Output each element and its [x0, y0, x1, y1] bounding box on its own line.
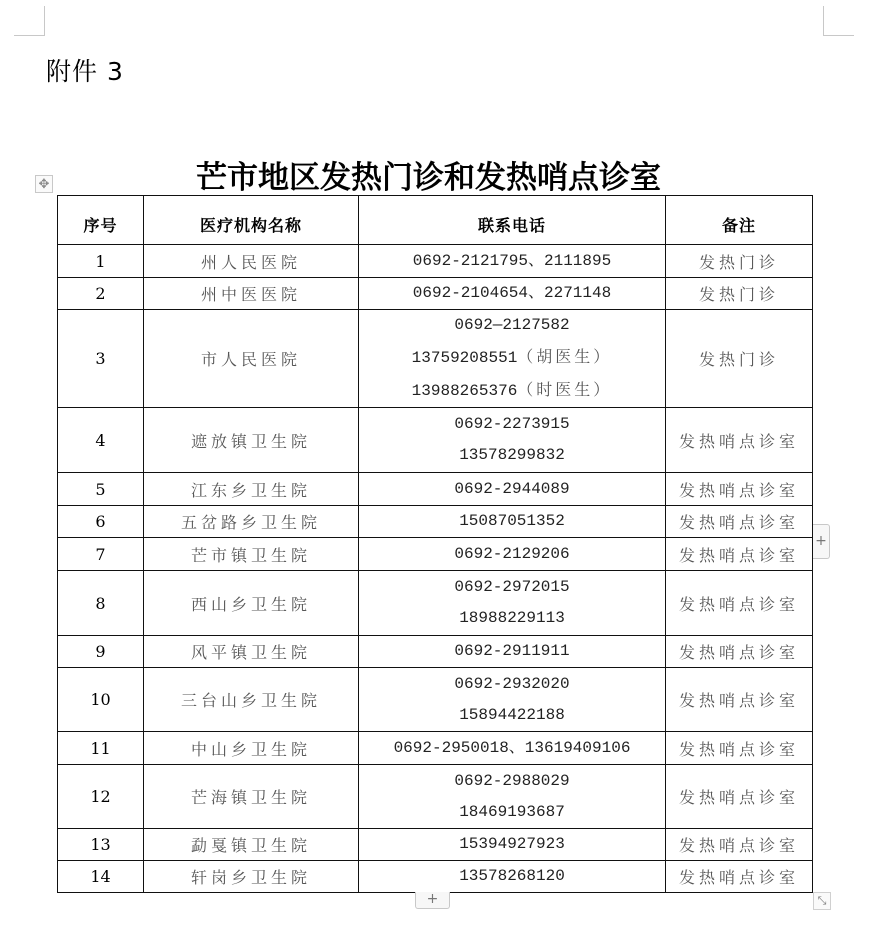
phone-line — [359, 766, 665, 797]
phone-number: 13578299832 — [459, 446, 565, 464]
table-row — [58, 765, 813, 829]
header-phone: 联系电话 — [359, 196, 666, 245]
table-row — [58, 668, 813, 732]
add-column-button[interactable]: + — [813, 524, 830, 559]
header-name: 医疗机构名称 — [144, 196, 359, 245]
cell-institution-name: 三台山乡卫生院 — [144, 668, 359, 732]
table-row — [58, 636, 813, 668]
phone-number: 0692-2932020 — [454, 674, 570, 693]
cell-phone — [359, 861, 666, 893]
cell-phone — [359, 245, 666, 278]
cell-institution-name: 市人民医院 — [144, 310, 359, 408]
cell-institution-name: 西山乡卫生院 — [144, 571, 359, 636]
phone-line — [359, 440, 665, 471]
cell-phone — [359, 408, 666, 473]
table-header-row — [58, 196, 813, 245]
phone-number: 18988229113 — [459, 609, 565, 627]
phone-number: 15894422188 — [459, 705, 565, 724]
phone-line — [359, 539, 665, 570]
cell-no: 9 — [58, 636, 144, 668]
phone-number: 15394927923 — [459, 835, 565, 853]
phone-number: 0692-2988029 — [454, 771, 570, 790]
cell-no: 10 — [58, 668, 144, 732]
phone-line — [359, 733, 665, 764]
phone-line — [359, 636, 665, 667]
cell-no: 11 — [58, 732, 144, 765]
cell-phone — [359, 636, 666, 668]
phone-line — [359, 341, 665, 374]
header-note: 备注 — [666, 196, 813, 245]
phone-line — [359, 474, 665, 505]
cell-institution-name: 遮放镇卫生院 — [144, 408, 359, 473]
phone-line — [359, 278, 665, 309]
table-row — [58, 278, 813, 310]
cell-note: 发热哨点诊室 — [666, 506, 813, 538]
table-move-handle-icon[interactable]: ✥ — [35, 175, 53, 193]
table-row — [58, 861, 813, 893]
cell-phone — [359, 829, 666, 861]
cell-no: 3 — [58, 310, 144, 408]
cell-phone — [359, 278, 666, 310]
page-corner-mark-top-right — [823, 6, 854, 36]
attachment-label: 附件 3 — [46, 57, 124, 86]
phone-line — [359, 829, 665, 860]
phone-number: 0692-2972015 — [454, 578, 570, 596]
cell-institution-name: 州中医医院 — [144, 278, 359, 310]
cell-note: 发热哨点诊室 — [666, 408, 813, 473]
cell-note: 发热哨点诊室 — [666, 732, 813, 765]
cell-no: 8 — [58, 571, 144, 636]
cell-phone — [359, 538, 666, 571]
table-row — [58, 408, 813, 473]
cell-no: 7 — [58, 538, 144, 571]
cell-phone — [359, 571, 666, 636]
document-title: 芒市地区发热门诊和发热哨点诊室 — [196, 160, 661, 196]
phone-line — [359, 797, 665, 828]
header-no: 序号 — [58, 196, 144, 245]
phone-number: 13988265376 — [411, 382, 518, 400]
table-row — [58, 538, 813, 571]
phone-line — [359, 572, 665, 603]
phone-number: 18469193687 — [459, 802, 565, 821]
phone-contact-name: （胡医生） — [517, 347, 613, 366]
phone-number: 0692-2944089 — [454, 479, 570, 498]
phone-number: 0692-2273915 — [454, 415, 570, 433]
table-row — [58, 473, 813, 506]
cell-institution-name: 州人民医院 — [144, 245, 359, 278]
cell-institution-name: 芒海镇卫生院 — [144, 765, 359, 829]
phone-line — [359, 246, 665, 277]
cell-phone — [359, 668, 666, 732]
cell-note: 发热哨点诊室 — [666, 636, 813, 668]
phone-number: 13759208551 — [411, 349, 518, 367]
cell-institution-name: 风平镇卫生院 — [144, 636, 359, 668]
phone-line — [359, 310, 665, 341]
cell-no: 4 — [58, 408, 144, 473]
cell-phone — [359, 310, 666, 408]
cell-note: 发热哨点诊室 — [666, 829, 813, 861]
phone-number: 0692-2121795、2111895 — [412, 251, 612, 270]
table-row — [58, 506, 813, 538]
phone-number: 0692—2127582 — [454, 316, 570, 334]
cell-phone — [359, 732, 666, 765]
phone-number: 0692-2129206 — [454, 544, 570, 563]
phone-line — [359, 861, 665, 892]
cell-no: 2 — [58, 278, 144, 310]
hospital-table — [57, 195, 813, 893]
cell-no: 14 — [58, 861, 144, 893]
table-row — [58, 245, 813, 278]
table-resize-handle-icon[interactable]: ⤡ — [813, 892, 831, 910]
phone-line — [359, 603, 665, 634]
cell-institution-name: 轩岗乡卫生院 — [144, 861, 359, 893]
add-row-button[interactable]: + — [415, 892, 450, 909]
table-row — [58, 571, 813, 636]
cell-no: 12 — [58, 765, 144, 829]
cell-no: 1 — [58, 245, 144, 278]
phone-number: 15087051352 — [459, 512, 565, 530]
cell-institution-name: 芒市镇卫生院 — [144, 538, 359, 571]
phone-number: 0692-2911911 — [454, 642, 570, 660]
phone-line — [359, 409, 665, 440]
cell-note: 发热哨点诊室 — [666, 538, 813, 571]
cell-institution-name: 江东乡卫生院 — [144, 473, 359, 506]
cell-no: 13 — [58, 829, 144, 861]
phone-line — [359, 700, 665, 731]
cell-phone — [359, 473, 666, 506]
table-body — [58, 245, 813, 893]
cell-note: 发热哨点诊室 — [666, 765, 813, 829]
cell-institution-name: 勐戛镇卫生院 — [144, 829, 359, 861]
cell-no: 5 — [58, 473, 144, 506]
phone-line — [359, 669, 665, 700]
cell-note: 发热哨点诊室 — [666, 473, 813, 506]
table-row — [58, 310, 813, 408]
cell-no: 6 — [58, 506, 144, 538]
cell-institution-name: 中山乡卫生院 — [144, 732, 359, 765]
cell-note: 发热哨点诊室 — [666, 861, 813, 893]
phone-line — [359, 374, 665, 407]
cell-note: 发热门诊 — [666, 310, 813, 408]
cell-note: 发热哨点诊室 — [666, 571, 813, 636]
phone-contact-name: （时医生） — [517, 380, 613, 399]
page-corner-mark-top-left — [14, 6, 45, 36]
phone-number: 0692-2950018、13619409106 — [393, 738, 631, 757]
cell-note: 发热门诊 — [666, 278, 813, 310]
phone-number: 13578268120 — [459, 867, 565, 885]
cell-phone — [359, 506, 666, 538]
phone-line — [359, 506, 665, 537]
cell-note: 发热哨点诊室 — [666, 668, 813, 732]
cell-phone — [359, 765, 666, 829]
cell-note: 发热门诊 — [666, 245, 813, 278]
cell-institution-name: 五岔路乡卫生院 — [144, 506, 359, 538]
table-row — [58, 732, 813, 765]
table-row — [58, 829, 813, 861]
phone-number: 0692-2104654、2271148 — [412, 284, 612, 302]
